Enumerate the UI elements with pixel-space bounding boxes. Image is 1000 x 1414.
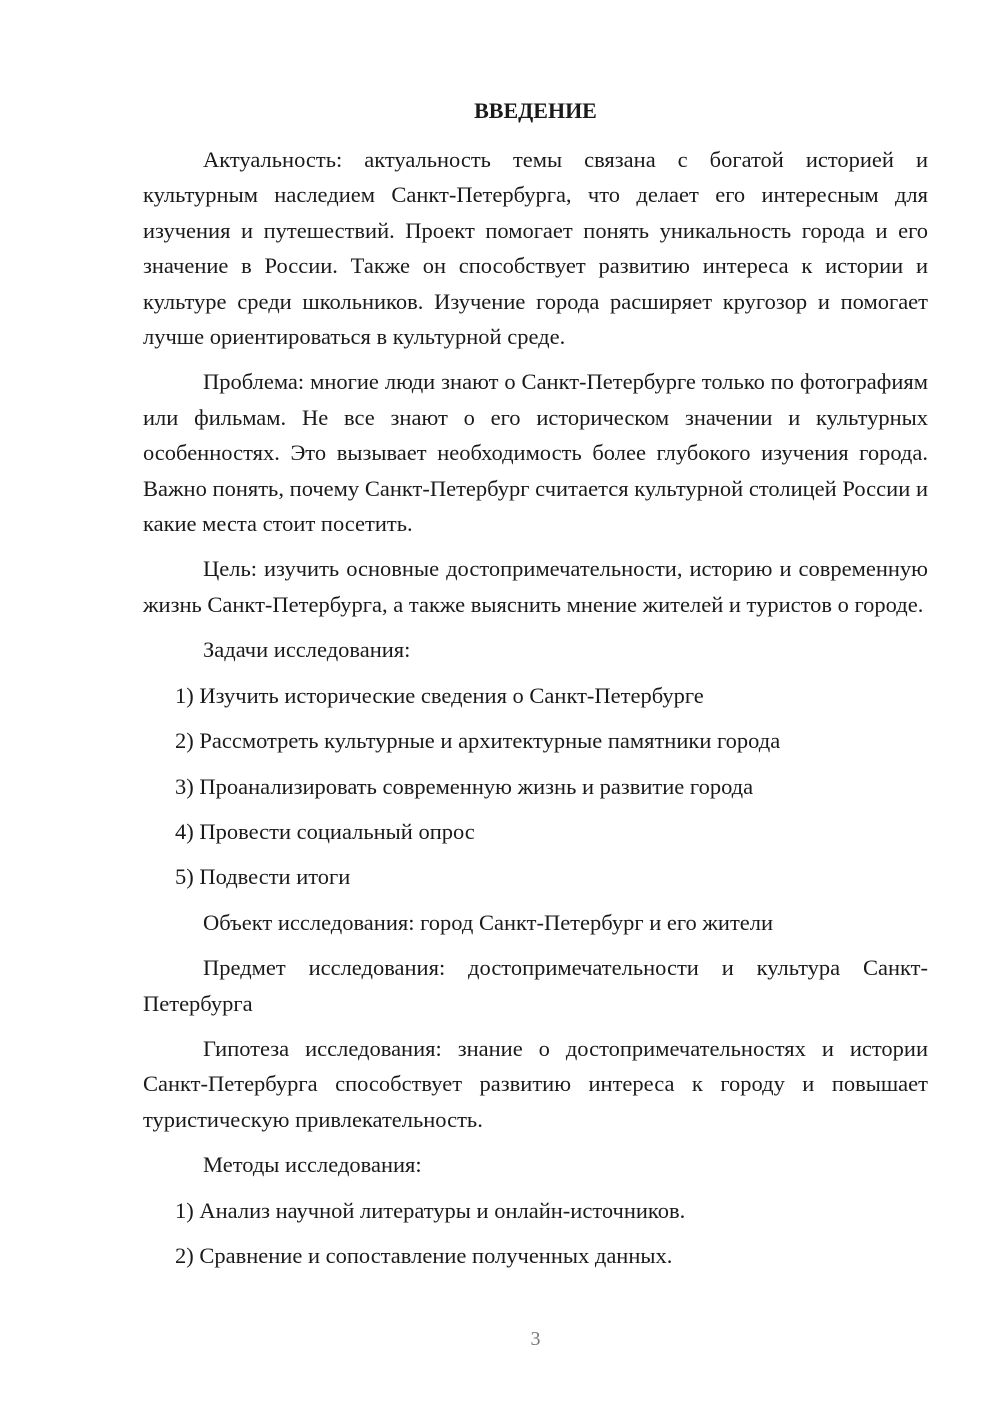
methods-heading: Методы исследования: xyxy=(203,1152,422,1178)
relevance-paragraph: Актуальность: актуальность темы связана с богатой историей и культурным наследием Санкт-Петербурга, что делает его интересным для изучения и путешествий. Проект помогает понять уникальность города и его значение в России. Также он способствует развитию интереса к истории и культуре среди школьников. Изучение города расширяет кругозор и помогает лучше ориентироваться в культурной среде. xyxy=(143,147,928,350)
goal-paragraph: Цель: изучить основные достопримечательности, историю и современную жизнь Санкт-Петербурга, а также выяснить мнение жителей и туристов о городе. xyxy=(143,556,928,617)
section-content xyxy=(143,142,928,1283)
method-item: 2) Сравнение и сопоставление полученных данных. xyxy=(175,1242,673,1268)
tasks-heading: Задачи исследования: xyxy=(203,637,411,663)
task-item: 2) Рассмотреть культурные и архитектурные памятники города xyxy=(175,728,781,754)
task-item: 1) Изучить исторические сведения о Санкт-Петербурге xyxy=(175,682,704,708)
page-number: 3 xyxy=(530,1328,541,1350)
subject-paragraph: Предмет исследования: достопримечательности и культура Санкт-Петербурга xyxy=(143,955,928,1016)
section-heading: ВВЕДЕНИЕ xyxy=(474,98,597,123)
method-item: 1) Анализ научной литературы и онлайн-источников. xyxy=(175,1197,686,1223)
problem-paragraph: Проблема: многие люди знают о Санкт-Петербурге только по фотографиям или фильмам. Не все знают о его историческом значении и культурных особенностях. Это вызывает необходимость более глубокого изучения города. Важно понять, почему Санкт-Петербург считается культурной столицей России и какие места стоит посетить. xyxy=(143,369,928,537)
task-item: 3) Проанализировать современную жизнь и развитие города xyxy=(175,773,754,799)
object-paragraph: Объект исследования: город Санкт-Петербург и его жители xyxy=(203,909,774,935)
task-item: 4) Провести социальный опрос xyxy=(175,818,475,844)
document-page xyxy=(143,0,928,1414)
task-item: 5) Подвести итоги xyxy=(175,864,351,890)
hypothesis-paragraph: Гипотеза исследования: знание о достопримечательностях и истории Санкт-Петербурга способствует развитию интереса к городу и повышает туристическую привлекательность. xyxy=(143,1035,928,1132)
